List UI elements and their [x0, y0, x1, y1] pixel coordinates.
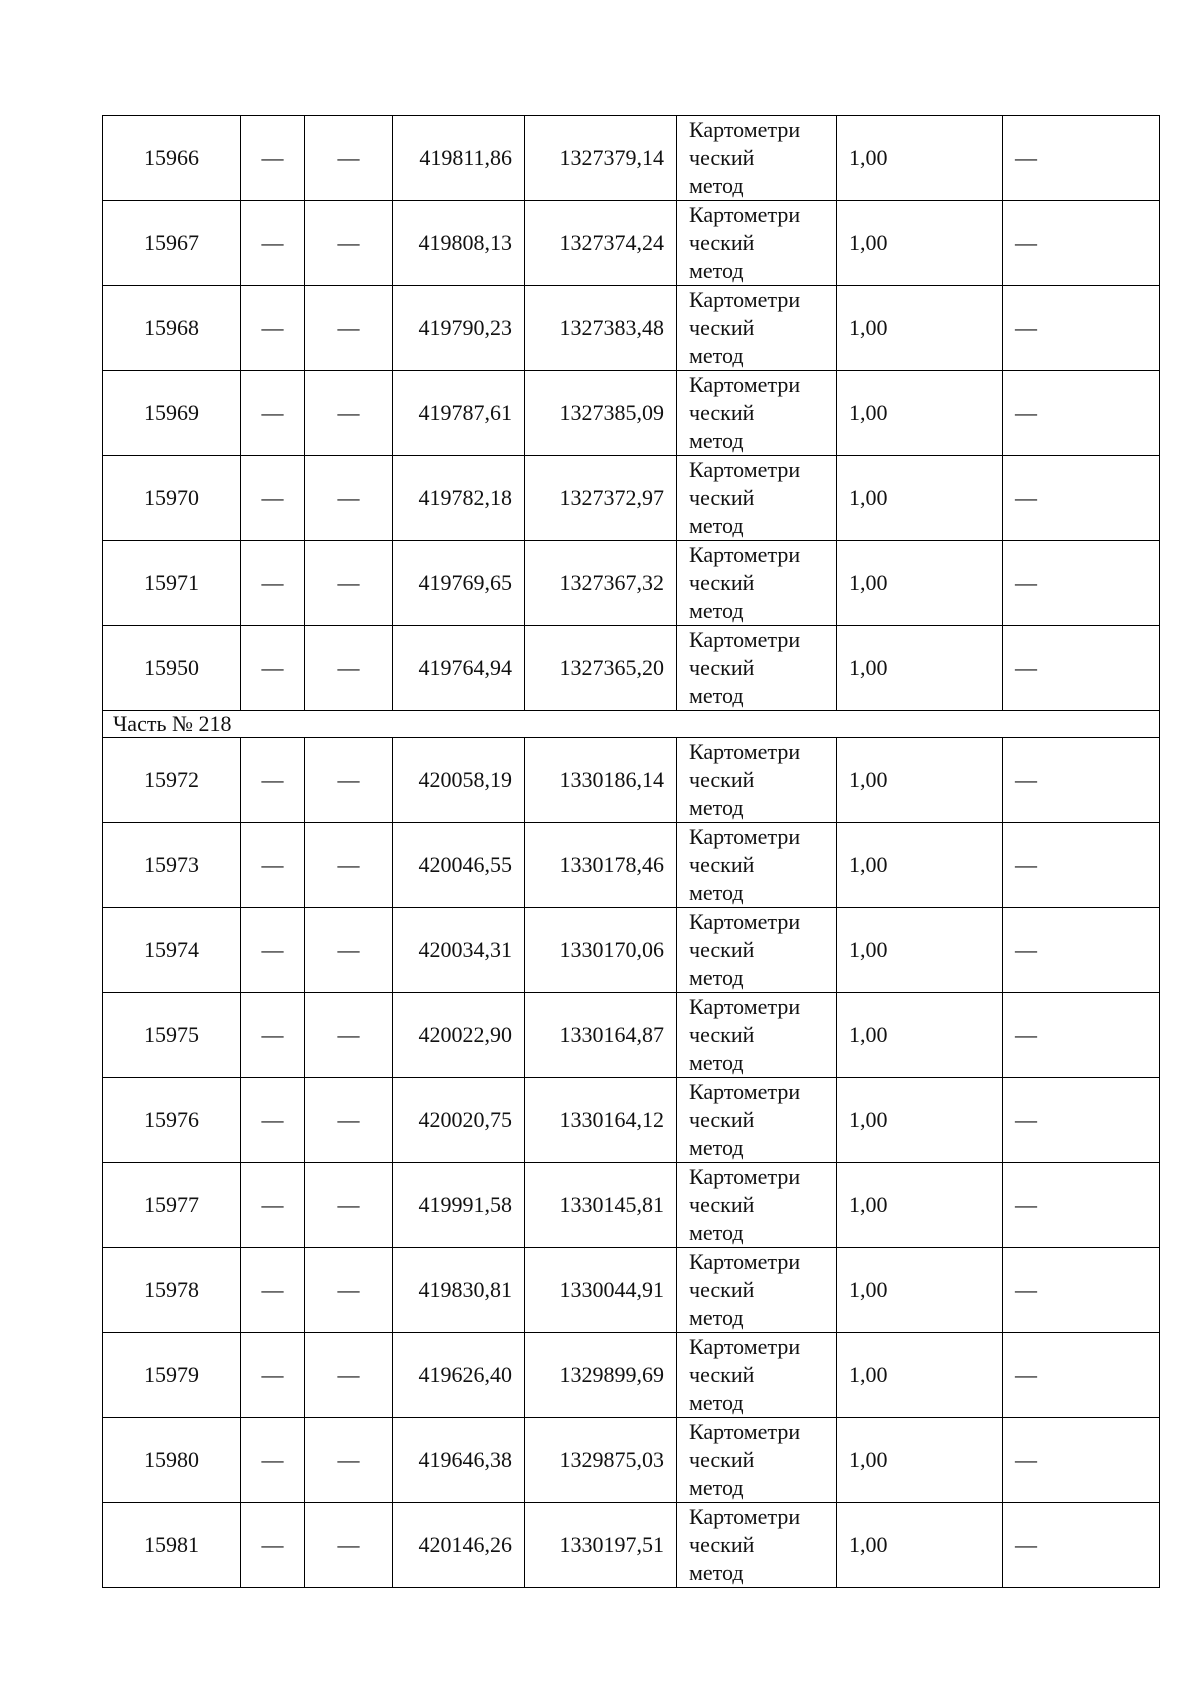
method-text-line: Картометри	[689, 994, 801, 1019]
table-row	[103, 1333, 1160, 1418]
point-number-cell: 15981	[103, 1503, 241, 1588]
y-coordinate-cell: 1327385,09	[525, 371, 677, 456]
table-row	[103, 823, 1160, 908]
accuracy-cell: 1,00	[837, 541, 1003, 626]
note-cell: —	[1003, 1248, 1160, 1333]
accuracy-cell: 1,00	[837, 116, 1003, 201]
method-cell	[677, 1333, 837, 1418]
x-coordinate-cell: 419764,94	[393, 626, 525, 711]
dash-cell: —	[241, 286, 305, 371]
dash-cell: —	[305, 541, 393, 626]
method-text-line: Картометри	[689, 1334, 801, 1359]
method-text-line: ческий	[689, 145, 755, 170]
y-coordinate-cell: 1327374,24	[525, 201, 677, 286]
dash-cell: —	[305, 626, 393, 711]
point-number-cell: 15976	[103, 1078, 241, 1163]
point-number-cell: 15975	[103, 993, 241, 1078]
method-text-line: метод	[689, 880, 744, 905]
table-row	[103, 738, 1160, 823]
accuracy-cell: 1,00	[837, 993, 1003, 1078]
x-coordinate-cell: 420020,75	[393, 1078, 525, 1163]
table-row	[103, 371, 1160, 456]
point-number-cell: 15973	[103, 823, 241, 908]
y-coordinate-cell: 1330170,06	[525, 908, 677, 993]
method-cell	[677, 626, 837, 711]
method-text-line: метод	[689, 795, 744, 820]
method-cell	[677, 1078, 837, 1163]
table-row	[103, 116, 1160, 201]
dash-cell: —	[241, 371, 305, 456]
note-cell: —	[1003, 116, 1160, 201]
method-text-line: метод	[689, 258, 744, 283]
y-coordinate-cell: 1330145,81	[525, 1163, 677, 1248]
dash-cell: —	[305, 1418, 393, 1503]
method-text-line: Картометри	[689, 739, 801, 764]
accuracy-cell: 1,00	[837, 1078, 1003, 1163]
dash-cell: —	[305, 1333, 393, 1418]
method-text-line: Картометри	[689, 1419, 801, 1444]
dash-cell: —	[305, 1503, 393, 1588]
note-cell: —	[1003, 286, 1160, 371]
method-cell	[677, 823, 837, 908]
method-text-line: ческий	[689, 1192, 755, 1217]
dash-cell: —	[305, 823, 393, 908]
accuracy-cell: 1,00	[837, 738, 1003, 823]
method-cell	[677, 116, 837, 201]
method-text-line: Картометри	[689, 542, 801, 567]
dash-cell: —	[241, 626, 305, 711]
dash-cell: —	[305, 1163, 393, 1248]
method-text-line: метод	[689, 1050, 744, 1075]
y-coordinate-cell: 1330164,87	[525, 993, 677, 1078]
point-number-cell: 15972	[103, 738, 241, 823]
table-row	[103, 1163, 1160, 1248]
method-text-line: Картометри	[689, 627, 801, 652]
method-text-line: метод	[689, 1560, 744, 1585]
part-label: Часть № 218	[103, 711, 1160, 738]
method-text-line: ческий	[689, 315, 755, 340]
note-cell: —	[1003, 541, 1160, 626]
y-coordinate-cell: 1329899,69	[525, 1333, 677, 1418]
method-text-line: Картометри	[689, 287, 801, 312]
point-number-cell: 15968	[103, 286, 241, 371]
x-coordinate-cell: 419787,61	[393, 371, 525, 456]
y-coordinate-cell: 1327365,20	[525, 626, 677, 711]
table-row	[103, 1078, 1160, 1163]
method-text-line: Картометри	[689, 1504, 801, 1529]
dash-cell: —	[241, 823, 305, 908]
method-cell	[677, 456, 837, 541]
accuracy-cell: 1,00	[837, 1418, 1003, 1503]
y-coordinate-cell: 1330044,91	[525, 1248, 677, 1333]
dash-cell: —	[241, 993, 305, 1078]
method-text-line: метод	[689, 598, 744, 623]
method-text-line: метод	[689, 1135, 744, 1160]
dash-cell: —	[305, 738, 393, 823]
x-coordinate-cell: 419626,40	[393, 1333, 525, 1418]
point-number-cell: 15969	[103, 371, 241, 456]
x-coordinate-cell: 420058,19	[393, 738, 525, 823]
dash-cell: —	[241, 541, 305, 626]
method-cell	[677, 201, 837, 286]
method-text-line: ческий	[689, 655, 755, 680]
method-text-line: метод	[689, 1220, 744, 1245]
point-number-cell: 15979	[103, 1333, 241, 1418]
dash-cell: —	[241, 1333, 305, 1418]
x-coordinate-cell: 420146,26	[393, 1503, 525, 1588]
x-coordinate-cell: 419991,58	[393, 1163, 525, 1248]
note-cell: —	[1003, 1503, 1160, 1588]
method-cell	[677, 908, 837, 993]
accuracy-cell: 1,00	[837, 286, 1003, 371]
dash-cell: —	[241, 456, 305, 541]
accuracy-cell: 1,00	[837, 1163, 1003, 1248]
table-row	[103, 1248, 1160, 1333]
accuracy-cell: 1,00	[837, 1503, 1003, 1588]
method-text-line: метод	[689, 1305, 744, 1330]
note-cell: —	[1003, 993, 1160, 1078]
dash-cell: —	[241, 1078, 305, 1163]
method-cell	[677, 993, 837, 1078]
dash-cell: —	[305, 201, 393, 286]
point-number-cell: 15970	[103, 456, 241, 541]
table-row	[103, 541, 1160, 626]
method-text-line: ческий	[689, 937, 755, 962]
dash-cell: —	[241, 201, 305, 286]
dash-cell: —	[305, 908, 393, 993]
note-cell: —	[1003, 371, 1160, 456]
dash-cell: —	[305, 1078, 393, 1163]
coordinates-table	[102, 115, 1160, 1588]
method-text-line: ческий	[689, 1362, 755, 1387]
table-row	[103, 626, 1160, 711]
method-text-line: Картометри	[689, 117, 801, 142]
note-cell: —	[1003, 1078, 1160, 1163]
y-coordinate-cell: 1330178,46	[525, 823, 677, 908]
x-coordinate-cell: 419769,65	[393, 541, 525, 626]
note-cell: —	[1003, 456, 1160, 541]
dash-cell: —	[241, 908, 305, 993]
table-row	[103, 993, 1160, 1078]
method-text-line: ческий	[689, 767, 755, 792]
method-text-line: метод	[689, 683, 744, 708]
y-coordinate-cell: 1327367,32	[525, 541, 677, 626]
dash-cell: —	[241, 1248, 305, 1333]
method-text-line: Картометри	[689, 909, 801, 934]
table-row	[103, 1418, 1160, 1503]
method-cell	[677, 738, 837, 823]
x-coordinate-cell: 419811,86	[393, 116, 525, 201]
dash-cell: —	[241, 1503, 305, 1588]
x-coordinate-cell: 419808,13	[393, 201, 525, 286]
method-text-line: Картометри	[689, 1164, 801, 1189]
accuracy-cell: 1,00	[837, 1333, 1003, 1418]
accuracy-cell: 1,00	[837, 823, 1003, 908]
method-text-line: Картометри	[689, 1249, 801, 1274]
point-number-cell: 15967	[103, 201, 241, 286]
point-number-cell: 15966	[103, 116, 241, 201]
method-text-line: Картометри	[689, 372, 801, 397]
y-coordinate-cell: 1327379,14	[525, 116, 677, 201]
method-text-line: ческий	[689, 570, 755, 595]
x-coordinate-cell: 420046,55	[393, 823, 525, 908]
dash-cell: —	[241, 116, 305, 201]
point-number-cell: 15980	[103, 1418, 241, 1503]
method-text-line: метод	[689, 428, 744, 453]
method-text-line: ческий	[689, 230, 755, 255]
dash-cell: —	[305, 456, 393, 541]
y-coordinate-cell: 1327383,48	[525, 286, 677, 371]
note-cell: —	[1003, 1163, 1160, 1248]
method-text-line: Картометри	[689, 457, 801, 482]
point-number-cell: 15950	[103, 626, 241, 711]
part-header-row	[103, 711, 1160, 738]
note-cell: —	[1003, 823, 1160, 908]
method-cell	[677, 1163, 837, 1248]
y-coordinate-cell: 1329875,03	[525, 1418, 677, 1503]
note-cell: —	[1003, 201, 1160, 286]
point-number-cell: 15974	[103, 908, 241, 993]
dash-cell: —	[305, 993, 393, 1078]
method-cell	[677, 371, 837, 456]
note-cell: —	[1003, 908, 1160, 993]
method-cell	[677, 1248, 837, 1333]
y-coordinate-cell: 1330186,14	[525, 738, 677, 823]
method-text-line: метод	[689, 1475, 744, 1500]
method-text-line: Картометри	[689, 1079, 801, 1104]
point-number-cell: 15977	[103, 1163, 241, 1248]
table-row	[103, 456, 1160, 541]
method-cell	[677, 1503, 837, 1588]
y-coordinate-cell: 1330197,51	[525, 1503, 677, 1588]
method-text-line: ческий	[689, 1277, 755, 1302]
method-text-line: ческий	[689, 485, 755, 510]
accuracy-cell: 1,00	[837, 201, 1003, 286]
method-text-line: Картометри	[689, 202, 801, 227]
table-row	[103, 201, 1160, 286]
method-text-line: ческий	[689, 400, 755, 425]
table-row	[103, 1503, 1160, 1588]
point-number-cell: 15971	[103, 541, 241, 626]
accuracy-cell: 1,00	[837, 908, 1003, 993]
table-row	[103, 286, 1160, 371]
method-text-line: метод	[689, 173, 744, 198]
y-coordinate-cell: 1327372,97	[525, 456, 677, 541]
x-coordinate-cell: 419782,18	[393, 456, 525, 541]
x-coordinate-cell: 420034,31	[393, 908, 525, 993]
method-text-line: Картометри	[689, 824, 801, 849]
note-cell: —	[1003, 738, 1160, 823]
accuracy-cell: 1,00	[837, 456, 1003, 541]
y-coordinate-cell: 1330164,12	[525, 1078, 677, 1163]
method-text-line: метод	[689, 343, 744, 368]
accuracy-cell: 1,00	[837, 626, 1003, 711]
method-text-line: ческий	[689, 1022, 755, 1047]
method-text-line: ческий	[689, 852, 755, 877]
x-coordinate-cell: 420022,90	[393, 993, 525, 1078]
dash-cell: —	[241, 1163, 305, 1248]
dash-cell: —	[305, 286, 393, 371]
accuracy-cell: 1,00	[837, 371, 1003, 456]
point-number-cell: 15978	[103, 1248, 241, 1333]
method-text-line: ческий	[689, 1107, 755, 1132]
method-text-line: ческий	[689, 1532, 755, 1557]
table-row	[103, 908, 1160, 993]
method-text-line: метод	[689, 965, 744, 990]
method-text-line: метод	[689, 513, 744, 538]
method-cell	[677, 541, 837, 626]
dash-cell: —	[241, 738, 305, 823]
dash-cell: —	[305, 116, 393, 201]
x-coordinate-cell: 419830,81	[393, 1248, 525, 1333]
note-cell: —	[1003, 626, 1160, 711]
x-coordinate-cell: 419646,38	[393, 1418, 525, 1503]
method-cell	[677, 1418, 837, 1503]
x-coordinate-cell: 419790,23	[393, 286, 525, 371]
note-cell: —	[1003, 1418, 1160, 1503]
method-text-line: метод	[689, 1390, 744, 1415]
note-cell: —	[1003, 1333, 1160, 1418]
dash-cell: —	[305, 371, 393, 456]
dash-cell: —	[241, 1418, 305, 1503]
accuracy-cell: 1,00	[837, 1248, 1003, 1333]
method-text-line: ческий	[689, 1447, 755, 1472]
method-cell	[677, 286, 837, 371]
dash-cell: —	[305, 1248, 393, 1333]
